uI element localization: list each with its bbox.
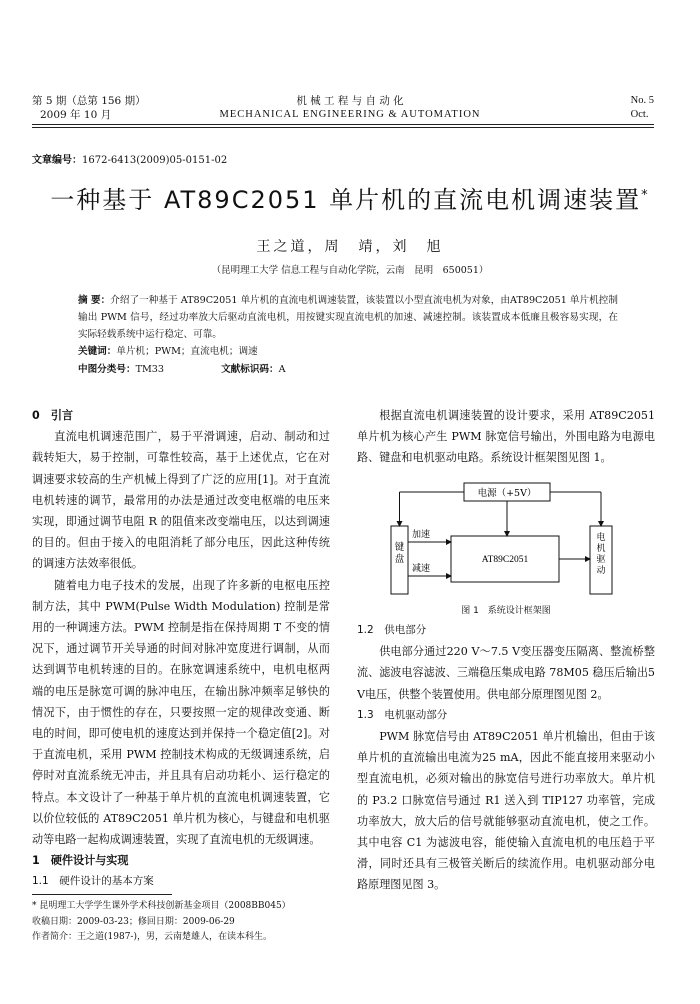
issue-month-en: Oct. — [630, 109, 649, 120]
keywords-text: 单片机；PWM；直流电机；调速 — [116, 346, 258, 357]
issue-date: 2009 年 10 月 — [40, 109, 112, 121]
intro-paragraph-2: 随着电力电子技术的发展，出现了许多新的电枢电压控制方法，其中 PWM(Pulse Width Modulation) 控制是常用的一种调速方法。PWM 控制是指在保持周期 T 不变的情况下，通过调节开关导通的时间对脉冲宽度进行调制，从而达到调节电机转速的目的。在脉宽调速系统中，电机电枢两端的电压是脉宽可调的脉冲电压，在输出脉冲频率足够快的情况下，由于惯性的存在，只要按照一定的规律改变通、断电的时间，即可使电机的速度达到并保持一个稳定值[2]。对于直流电机，采用 PWM 控制技术构成的无级调速系统，启停时对直流系统无冲击，并且具有启动功耗小、运行稳定的特点。本文设计了一种基于单片机的直流电机调速装置，它以价位较低的 AT89C2051 单片机为核心，与键盘和电机驱动等电路一起构成调速装置，实现了直流电机的无级调速。 — [32, 578, 330, 847]
footnote — [32, 899, 352, 946]
journal-name-cn: 机 械 工 程 与 自 动 化 — [296, 95, 404, 107]
header-rule — [32, 124, 654, 125]
section-1-1-heading: 1.1 硬件设计的基本方案 — [32, 875, 154, 888]
doc-code-value: A — [278, 364, 286, 375]
power-supply-paragraph: 供电部分通过220 V～7.5 V变压器变压隔离、整流桥整流、滤波电容滤波、三端稳压集成电路 78M05 稳压后输出5 V电压，供整个装置使用。供电部分原理图见图 2。 — [357, 645, 655, 701]
abstract-label: 摘 要： — [78, 295, 111, 306]
section-1-3-heading: 1.3 电机驱动部分 — [357, 708, 448, 721]
issue-info-en — [631, 94, 654, 122]
keywords-label: 关键词： — [78, 346, 117, 357]
section-0-heading: 0 引言 — [32, 409, 74, 422]
accel-label: 加速 — [412, 530, 431, 540]
design-paragraph: 根据直流电机调速装置的设计要求，采用 AT89C2051 单片机为核心产生 PWM 脉宽信号输出，外围电路为电源电路、键盘和电机驱动电路。系统设计框架图见图 1。 — [357, 409, 655, 465]
affiliation: （昆明理工大学 信息工程与自动化学院，云南 昆明 650051） — [211, 265, 489, 276]
title-footnote-mark: * — [641, 188, 650, 203]
abstract-text: 介绍了一种基于 AT89C2051 单片机的直流电机调速装置，该装置以小型直流电机为对象，由AT89C2051 单片机控制输出 PWM 信号，经过功率放大后驱动直流电机，用按键实现直流电机的加速、减速控制。该装置成本低廉且极容易实现，在实际轻载系统中运行稳定、可靠。 — [78, 295, 618, 340]
right-column-top — [357, 405, 655, 469]
motor-driver-label: 电机驱动 — [596, 533, 606, 576]
issue-number: 第 5 期（总第 156 期） — [32, 95, 146, 107]
keyboard-label: 键盘 — [394, 542, 405, 565]
mcu-label: AT89C2051 — [481, 555, 529, 565]
power-label: 电源（+5V） — [477, 488, 537, 499]
abstract — [78, 292, 618, 343]
right-column-bottom — [357, 620, 655, 896]
decel-label: 减速 — [412, 564, 431, 574]
classification — [78, 361, 286, 375]
footnote-dates: 收稿日期：2009-03-23；修回日期：2009-06-29 — [32, 916, 235, 927]
intro-paragraph-1: 直流电机调速范围广，易于平滑调速，启动、制动和过载转矩大，易于控制，可靠性较高，基于上述优点，它在对调速要求较高的生产机械上得到了广泛的应用[1]。对于直流电机转速的调节，最常用的办法是通过改变电枢端的电压来实现，即通过调节电阻 R 的阻值来改变端电压，以达到调速的目的。但由于接入的电阻消耗了部分电压，因此这种传统的调速方法效率很低。 — [32, 430, 330, 571]
section-1-heading: 1 硬件设计与实现 — [32, 854, 129, 868]
paper-title-block — [0, 180, 700, 215]
keywords — [78, 343, 258, 357]
journal-name-en: MECHANICAL ENGINEERING & AUTOMATION — [219, 109, 481, 120]
article-number-value: 1672-6413(2009)05-0151-02 — [82, 155, 228, 166]
left-column — [32, 405, 330, 893]
doc-code-label: 文献标识码： — [221, 364, 279, 375]
journal-name — [0, 94, 700, 122]
article-number-label: 文章编号： — [32, 155, 82, 166]
figure-1-caption: 图 1 系统设计框架图 — [461, 606, 551, 616]
footnote-author: 作者简介：王之道(1987-)，男，云南楚雄人，在读本科生。 — [32, 932, 272, 942]
clc-label: 中图分类号： — [78, 364, 136, 375]
motor-driver-paragraph: PWM 脉宽信号由 AT89C2051 单片机输出，但由于该单片机的直流输出电流为25 mA，因此不能直接用来驱动小型直流电机，必须对输出的脉宽信号进行功率放大。单片机的 P3.2 口脉宽信号通过 R1 送入到 TIP127 功率管，完成功率放大，放大后的信号就能够驱动直流电机，使之工作。其中电容 C1 为滤波电容，能使输入直流电机的电压趋于平滑，同时还具有三极管关断后的续流作用。电机驱动部分电路原理图见图 3。 — [357, 730, 655, 892]
paper-title: 一种基于 AT89C2051 单片机的直流电机调速装置 — [50, 186, 642, 214]
issue-number-en: No. 5 — [630, 95, 654, 106]
section-1-2-heading: 1.2 供电部分 — [357, 624, 427, 636]
header-rule-double — [32, 127, 654, 128]
authors: 王之道，周 靖，刘 旭 — [256, 239, 444, 255]
clc-value: TM33 — [135, 364, 164, 375]
article-number — [32, 151, 227, 166]
footnote-rule — [32, 894, 172, 895]
footnote-fund: * 昆明理工大学学生课外学术科技创新基金项目（2008BB045） — [32, 901, 291, 911]
